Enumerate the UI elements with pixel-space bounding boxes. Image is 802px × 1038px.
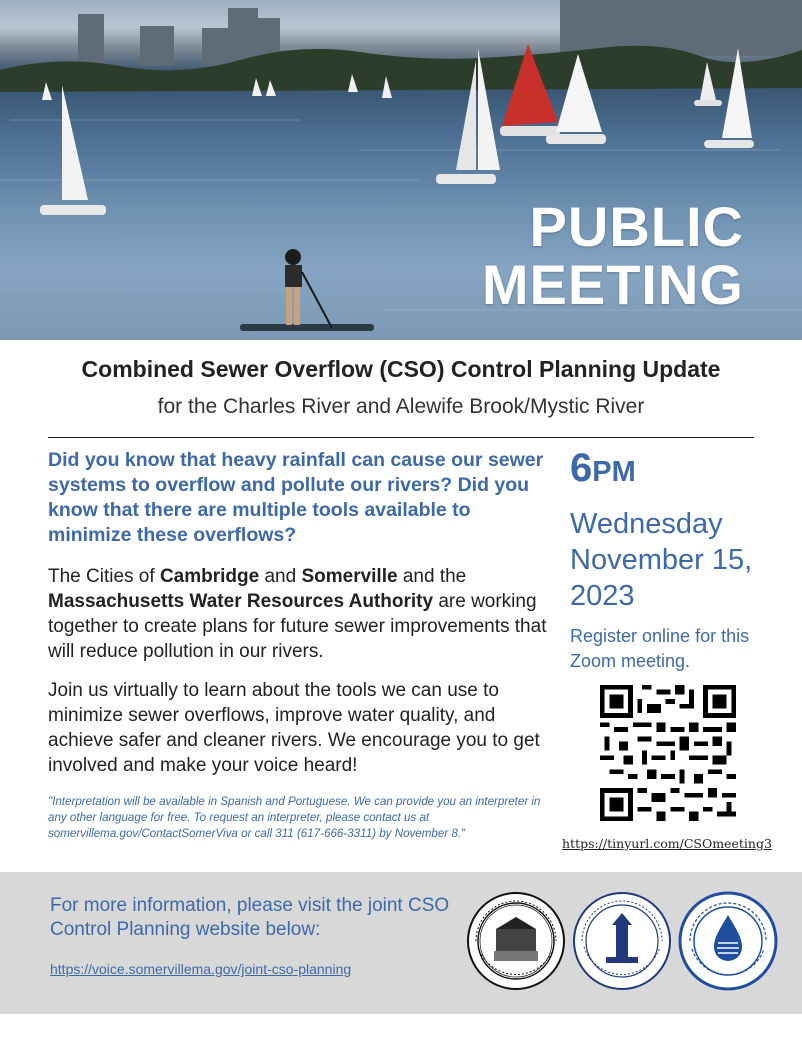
text-segment: and the	[397, 566, 467, 587]
footer	[0, 872, 802, 1014]
meeting-date-line1: November 15,	[570, 544, 753, 576]
cambridge-seal-icon	[466, 891, 566, 991]
hero-title-line2: MEETING	[481, 253, 744, 316]
register-instructions: Register online for this Zoom meeting.	[570, 626, 750, 671]
divider	[48, 437, 754, 438]
text-segment: and	[259, 566, 302, 587]
invitation-paragraph: Join us virtually to learn about the tools we can use to minimize sewer overflows, improve water quality, and achieve safer and cleaner rivers. We encourage you to get involved and make your voice heard!	[48, 680, 540, 776]
mwra-seal-icon	[678, 891, 778, 991]
tree-line	[0, 46, 802, 92]
text-segment: are working together to create plans for future sewer improvements that will reduce pollution in our rivers.	[48, 591, 547, 662]
text-segment: The Cities of	[48, 566, 160, 587]
joint-cso-website-link[interactable]: https://voice.somervillema.gov/joint-cso-planning	[50, 961, 352, 977]
page-title: Combined Sewer Overflow (CSO) Control Planning Update	[81, 356, 721, 382]
mwra-bold: Massachusetts Water Resources Authority	[48, 591, 434, 612]
page-subtitle: for the Charles River and Alewife Brook/Mystic River	[157, 395, 645, 418]
sailboat-left	[40, 85, 106, 215]
zoom-register-link[interactable]: https://tinyurl.com/CSOmeeting3	[562, 836, 772, 851]
somerville-seal-icon	[572, 891, 672, 991]
meeting-date-line2: 2023	[570, 580, 635, 612]
intro-question: Did you know that heavy rainfall can cause our sewer systems to overflow and pollute our rivers? Did you know that there are multiple tools available to minimize these overflows?	[48, 449, 544, 546]
meeting-time	[570, 446, 636, 491]
description-paragraph	[48, 564, 548, 664]
hero-photo	[0, 0, 802, 340]
meeting-hour: 6	[570, 446, 593, 490]
hero-title-line1: PUBLIC	[529, 195, 744, 258]
cambridge-bold: Cambridge	[159, 566, 260, 587]
meeting-ampm: PM	[592, 456, 636, 488]
interpretation-note: "Interpretation will be available in Spanish and Portuguese. We can provide you an interpreter in any other language for free. To request an interpreter, please contact us at somervillema.gov/ContactSomerViva or call 311 (617-666-3311) by November 8."	[48, 795, 541, 840]
meeting-date	[570, 506, 780, 614]
somerville-bold: Somerville	[301, 566, 398, 587]
public-meeting-title	[481, 195, 744, 316]
meeting-day: Wednesday	[570, 508, 723, 540]
qr-code-icon[interactable]	[600, 685, 736, 821]
footer-info-text: For more information, please visit the joint CSO Control Planning website below:	[50, 895, 450, 940]
